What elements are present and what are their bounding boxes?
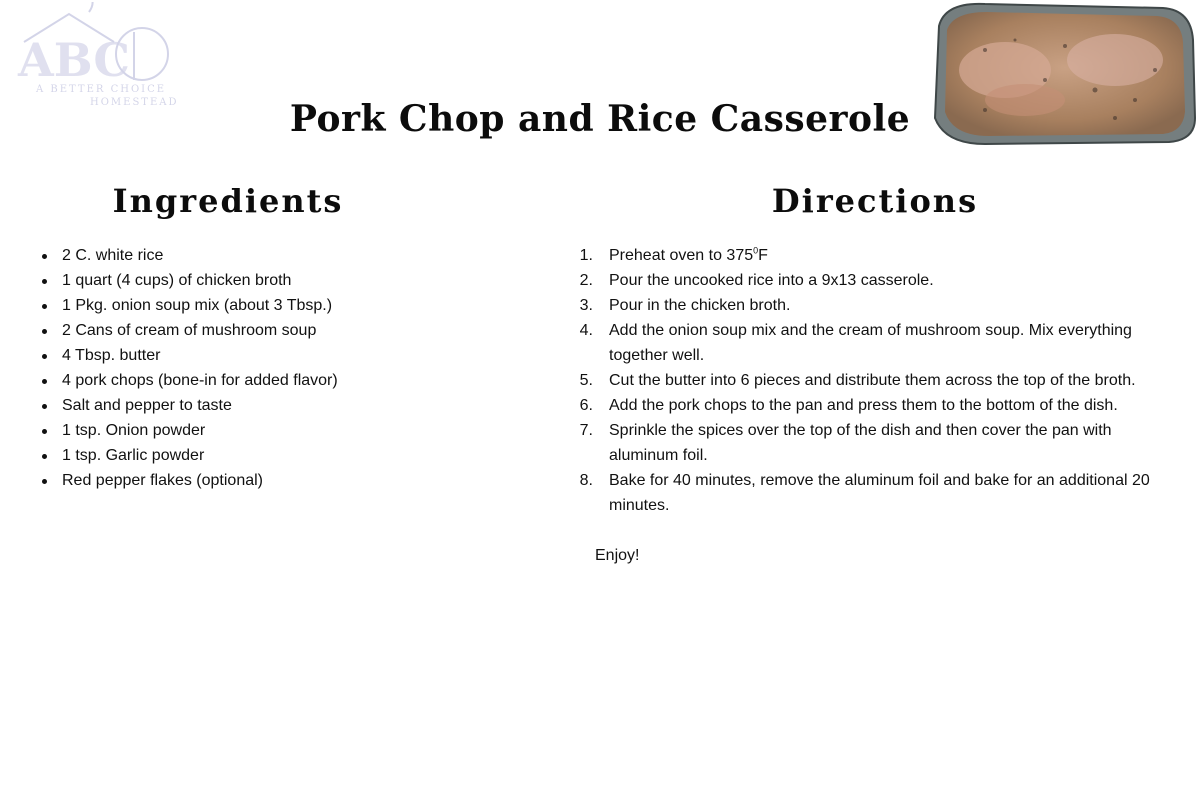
direction-step [579,468,1169,518]
list-item: 1 tsp. Onion powder [62,418,532,443]
direction-step [579,368,1169,393]
step-text: Preheat oven to 375 [609,247,754,264]
list-item: 2 C. white rice [62,243,532,268]
direction-step [579,393,1169,418]
list-item: Red pepper flakes (optional) [62,468,532,493]
svg-text:A BETTER CHOICE: A BETTER CHOICE [36,84,167,95]
ingredients-list [62,243,532,493]
degree-mark: 0 [753,245,759,256]
page-title: Pork Chop and Rice Casserole [289,98,911,140]
step-number: 5. [579,372,593,389]
step-number: 4. [579,322,593,339]
svg-text:HOMESTEAD: HOMESTEAD [90,97,179,108]
list-item: 1 Pkg. onion soup mix (about 3 Tbsp.) [62,293,532,318]
step-text: Bake for 40 minutes, remove the aluminum foil and bake for an additional 20 minutes. [609,472,1150,514]
closing-text: Enjoy! [595,547,640,564]
step-number: 7. [579,422,593,439]
step-text: Add the pork chops to the pan and press them to the bottom of the dish. [609,397,1118,414]
directions-list [579,243,1169,518]
list-item: Salt and pepper to taste [62,393,532,418]
step-text: Sprinkle the spices over the top of the dish and then cover the pan with aluminum foil. [609,422,1112,464]
step-number: 3. [579,297,593,314]
direction-step [579,418,1169,468]
direction-step [579,293,1169,318]
direction-step [579,243,1169,268]
step-text: Add the onion soup mix and the cream of mushroom soup. Mix everything together well. [609,322,1132,364]
direction-step [579,268,1169,293]
list-item: 4 pork chops (bone-in for added flavor) [62,368,532,393]
list-item: 2 Cans of cream of mushroom soup [62,318,532,343]
directions-heading: Directions [771,182,979,220]
step-number: 8. [579,472,593,489]
step-text-unit: F [758,247,768,264]
site-logo[interactable] [14,2,186,110]
svg-text:ABC: ABC [18,33,131,87]
step-text: Pour the uncooked rice into a 9x13 casserole. [609,272,934,289]
direction-step [579,318,1169,368]
step-text: Pour in the chicken broth. [609,297,791,314]
step-number: 1. [579,247,593,264]
list-item: 4 Tbsp. butter [62,343,532,368]
list-item: 1 quart (4 cups) of chicken broth [62,268,532,293]
step-number: 2. [579,272,593,289]
house-logo-icon [14,2,186,110]
step-number: 6. [579,397,593,414]
step-text: Cut the butter into 6 pieces and distribute them across the top of the broth. [609,372,1136,389]
list-item: 1 tsp. Garlic powder [62,443,532,468]
ingredients-heading: Ingredients [112,182,344,220]
